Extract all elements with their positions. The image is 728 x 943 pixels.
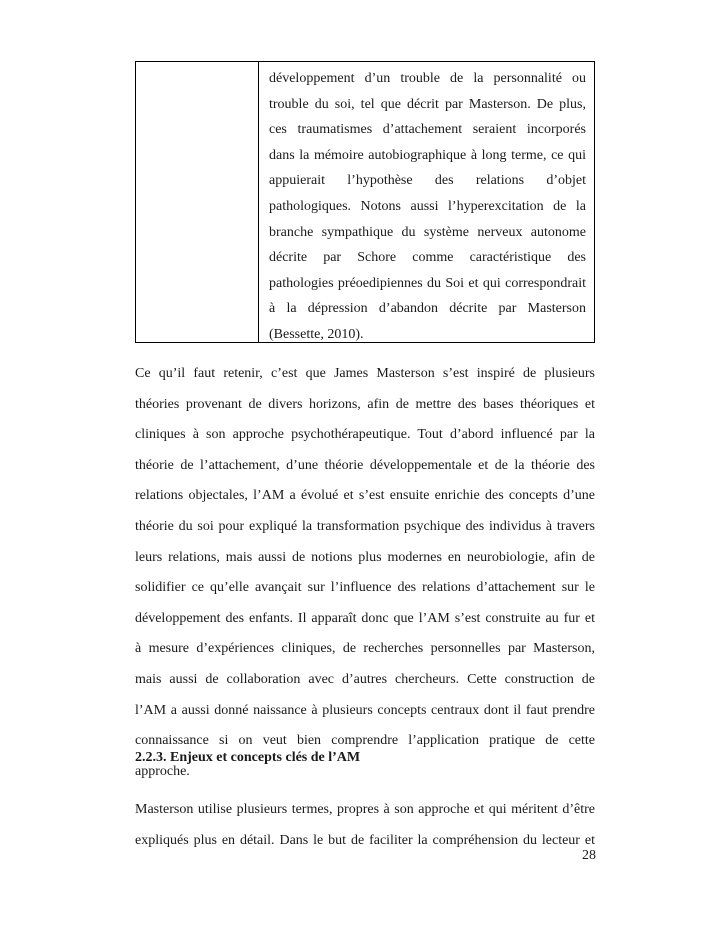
paragraph-line: leurs relations, mais aussi de notions plus modernes en neurobiologie, afin de	[135, 549, 595, 565]
table-text-line: pathologies préoedipiennes du Soi et qui correspondrait	[269, 275, 586, 291]
table-right-cell	[259, 62, 594, 342]
page-number: 28	[582, 848, 596, 863]
continued-table	[135, 61, 595, 343]
table-text-line: pathologiques. Notons aussi l’hyperexcitation de la	[269, 198, 586, 214]
table-text-line: dans la mémoire autobiographique à long terme, ce qui	[269, 147, 586, 163]
body-paragraph-2	[135, 795, 595, 856]
paragraph-line: l’AM a aussi donné naissance à plusieurs concepts centraux dont il faut prendre	[135, 702, 595, 718]
paragraph-line: mais aussi de collaboration avec d’autres chercheurs. Cette construction de	[135, 671, 595, 687]
table-text-line: branche sympathique du système nerveux autonome	[269, 224, 586, 240]
paragraph-line: Masterson utilise plusieurs termes, propres à son approche et qui méritent d’être	[135, 802, 595, 817]
paragraph-line: Ce qu’il faut retenir, c’est que James Masterson s’est inspiré de plusieurs	[135, 366, 595, 381]
table-text-line: décrite par Schore comme caractéristique des	[269, 250, 586, 266]
paragraph-line: expliqués plus en détail. Dans le but de faciliter la compréhension du lecteur et	[135, 832, 595, 848]
body-paragraph-1	[135, 359, 595, 787]
table-text-line: à la dépression d’abandon décrite par Masterson	[269, 301, 586, 317]
table-left-cell	[136, 62, 259, 342]
paragraph-line: théorie de l’attachement, d’une théorie développementale et de la théorie des	[135, 457, 595, 473]
paragraph-line: connaissance si on veut bien comprendre l’application pratique de cette	[135, 733, 595, 749]
paragraph-line: théorie du soi pour expliqué la transformation psychique des individus à travers	[135, 518, 595, 534]
table-text-line: ces traumatismes d’attachement seraient incorporés	[269, 122, 586, 138]
paragraph-line: approche.	[135, 763, 190, 779]
section-heading: 2.2.3. Enjeux et concepts clés de l’AM	[135, 750, 361, 765]
table-text-line: développement d’un trouble de la personnalité ou	[269, 71, 586, 86]
paragraph-line: relations objectales, l’AM a évolué et s’est ensuite enrichie des concepts d’une	[135, 488, 595, 504]
table-text-line: appuierait l’hypothèse des relations d’objet	[269, 173, 586, 189]
paragraph-line: à mesure d’expériences cliniques, de recherches personnelles par Masterson,	[135, 641, 595, 657]
paragraph-line: théories provenant de divers horizons, afin de mettre des bases théoriques et	[135, 396, 595, 412]
paragraph-line: développement des enfants. Il apparaît donc que l’AM s’est construite au fur et	[135, 610, 595, 626]
table-text-line: (Bessette, 2010).	[269, 326, 364, 342]
paragraph-line: cliniques à son approche psychothérapeutique. Tout d’abord influencé par la	[135, 427, 595, 443]
paragraph-line: solidifier ce qu’elle avançait sur l’influence des relations d’attachement sur le	[135, 580, 595, 596]
table-text-line: trouble du soi, tel que décrit par Masterson. De plus,	[269, 96, 586, 112]
